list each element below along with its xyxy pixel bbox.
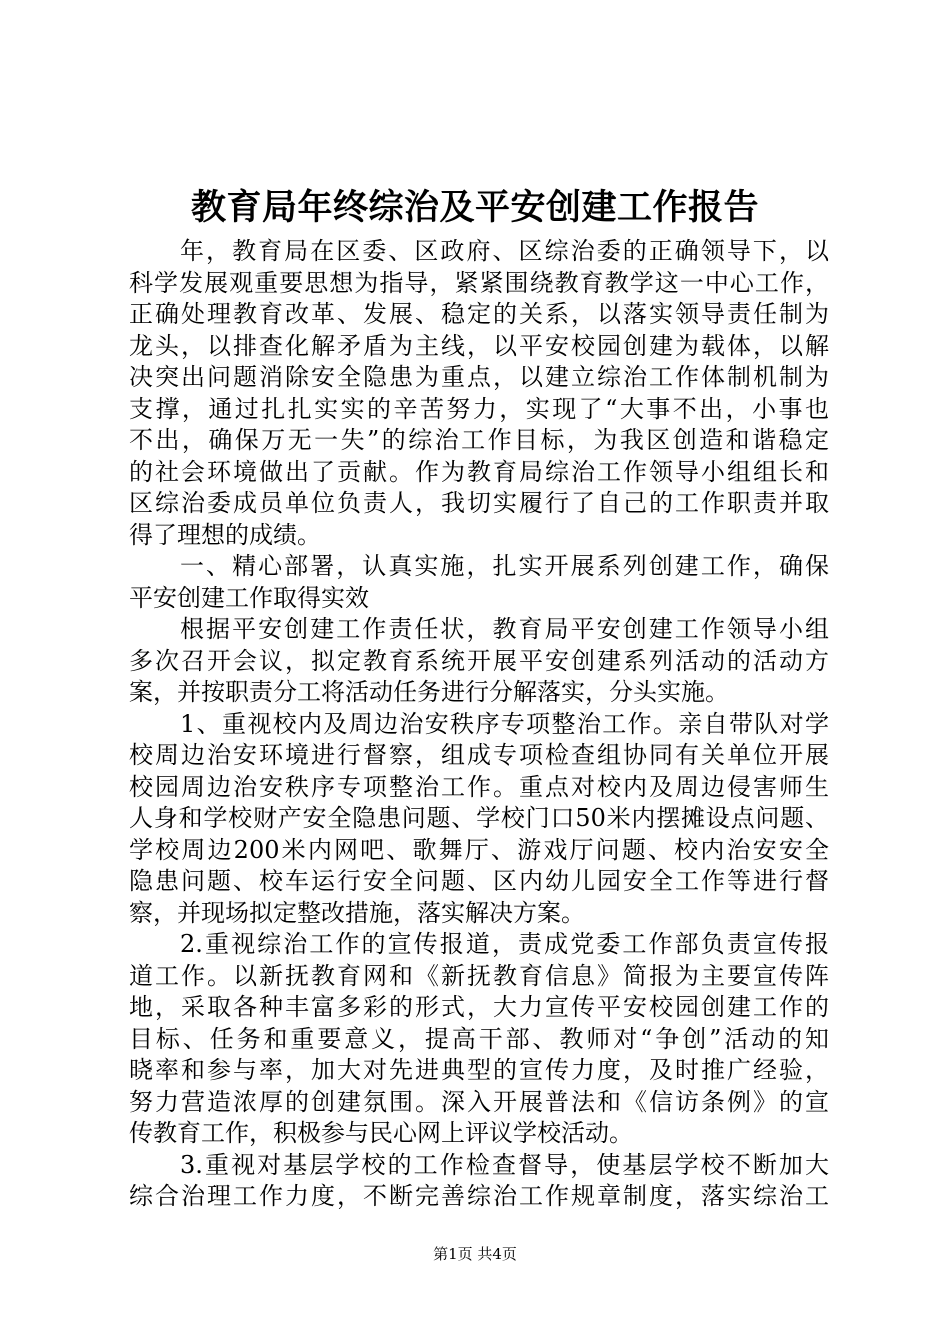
body-text-line: 支撑，通过扎扎实实的辛苦努力，实现了“大事不出，小事也 bbox=[129, 394, 829, 423]
document-title: 教育局年终综治及平安创建工作报告 bbox=[190, 187, 759, 228]
body-text-line: 隐患问题、校车运行安全问题、区内幼儿园安全工作等进行督 bbox=[129, 867, 829, 895]
body-text-line: 综合治理工作力度，不断完善综治工作规章制度，落实综治工 bbox=[129, 1182, 829, 1210]
body-text-line: 察，并现场拟定整改措施，落实解决方案。 bbox=[129, 898, 585, 927]
body-text-line: 传教育工作，积极参与民心网上评议学校活动。 bbox=[129, 1119, 633, 1147]
body-text-line: 人身和学校财产安全隐患问题、学校门口50米内摆摊设点问题、 bbox=[129, 804, 829, 832]
body-text-line: 决突出问题消除安全隐患为重点，以建立综治工作体制机制为 bbox=[129, 363, 829, 391]
body-text-line: 校周边治安环境进行督察，组成专项检查组协同有关单位开展 bbox=[129, 741, 829, 769]
body-text-line: 的社会环境做出了贡献。作为教育局综治工作领导小组组长和 bbox=[129, 457, 829, 486]
body-text-line: 得了理想的成绩。 bbox=[129, 520, 321, 549]
body-text-line: 校园周边治安秩序专项整治工作。重点对校内及周边侵害师生 bbox=[129, 772, 829, 801]
body-text-line: 年，教育局在区委、区政府、区综治委的正确领导下，以 bbox=[180, 237, 829, 265]
body-text-line: 平安创建工作取得实效 bbox=[129, 583, 369, 612]
body-text-line: 根据平安创建工作责任状，教育局平安创建工作领导小组 bbox=[180, 615, 829, 643]
body-text-line: 不出，确保万无一失”的综治工作目标，为我区创造和谐稳定 bbox=[129, 426, 829, 454]
body-text-line: 正确处理教育改革、发展、稳定的关系，以落实领导责任制为 bbox=[129, 300, 829, 328]
body-text-line: 案，并按职责分工将活动任务进行分解落实，分头实施。 bbox=[129, 678, 729, 706]
body-text-line: 1、重视校内及周边治安秩序专项整治工作。亲自带队对学 bbox=[180, 709, 829, 738]
body-text-line: 一、精心部署，认真实施，扎实开展系列创建工作，确保 bbox=[180, 552, 829, 580]
body-text-line: 地，采取各种丰富多彩的形式，大力宣传平安校园创建工作的 bbox=[129, 993, 829, 1021]
body-text-line: 2.重视综治工作的宣传报道，责成党委工作部负责宣传报 bbox=[180, 930, 829, 958]
body-text-line: 多次召开会议，拟定教育系统开展平安创建系列活动的活动方 bbox=[129, 646, 829, 675]
body-text-line: 晓率和参与率，加大对先进典型的宣传力度，及时推广经验， bbox=[129, 1056, 829, 1084]
body-text-line: 学校周边200米内网吧、歌舞厅、游戏厅问题、校内治安安全 bbox=[129, 835, 829, 864]
body-text-line: 科学发展观重要思想为指导，紧紧围绕教育教学这一中心工作， bbox=[129, 268, 829, 297]
document-body bbox=[129, 236, 829, 1213]
body-text-line: 努力营造浓厚的创建氛围。深入开展普法和《信访条例》的宣 bbox=[129, 1087, 829, 1116]
body-text-line: 龙头，以排查化解矛盾为主线，以平安校园创建为载体，以解 bbox=[129, 331, 829, 360]
body-text-line: 3.重视对基层学校的工作检查督导，使基层学校不断加大 bbox=[180, 1150, 829, 1179]
body-text-line: 道工作。以新抚教育网和《新抚教育信息》简报为主要宣传阵 bbox=[129, 961, 829, 990]
body-text-line: 区综治委成员单位负责人，我切实履行了自己的工作职责并取 bbox=[129, 489, 829, 517]
body-text-line: 目标、任务和重要意义，提高干部、教师对“争创”活动的知 bbox=[129, 1024, 829, 1053]
page-footer: 第1页 共4页 bbox=[433, 1245, 517, 1263]
